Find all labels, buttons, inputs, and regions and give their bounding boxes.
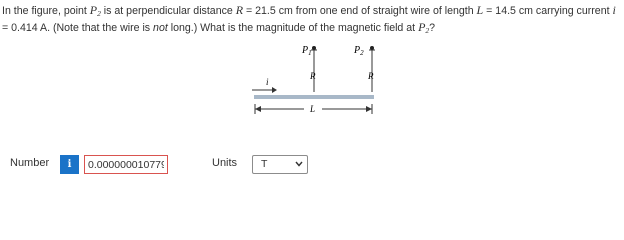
- r-label-right: R: [368, 71, 374, 81]
- units-label: Units: [212, 157, 238, 169]
- question-text: In the figure, point $P_2$ is at perpendicular distance R = 21.5 cm from one end of straight wire of length L = 14.5 cm carrying current i = 0.414 A. (Note that the wire is not long.) What is the magnitude of the magnetic field at $P_2$?: [2, 3, 616, 35]
- units-select[interactable]: [252, 155, 308, 174]
- p1-dot: [312, 46, 316, 50]
- answer-input[interactable]: [84, 155, 168, 174]
- point-p2-end: $P_2$: [418, 20, 430, 35]
- l-arrowhead-right: [366, 106, 372, 112]
- info-icon[interactable]: i: [60, 155, 79, 174]
- l-label: L: [310, 104, 316, 114]
- current-label: i: [266, 77, 269, 87]
- wire: [254, 95, 374, 99]
- chevron-down-icon: [295, 161, 303, 167]
- point-p2: $P_2$: [89, 3, 101, 18]
- answer-row: [0, 154, 624, 175]
- p2-dot: [370, 46, 374, 50]
- p1-label: $P_1$: [302, 45, 312, 57]
- units-selected-value: T: [261, 158, 268, 170]
- wire-figure: [246, 42, 386, 128]
- current-arrowhead: [272, 87, 277, 93]
- r-label-left: R: [310, 71, 316, 81]
- l-arrowhead-left: [255, 106, 261, 112]
- p2-label: $P_2$: [354, 45, 364, 57]
- number-label: Number: [10, 157, 50, 169]
